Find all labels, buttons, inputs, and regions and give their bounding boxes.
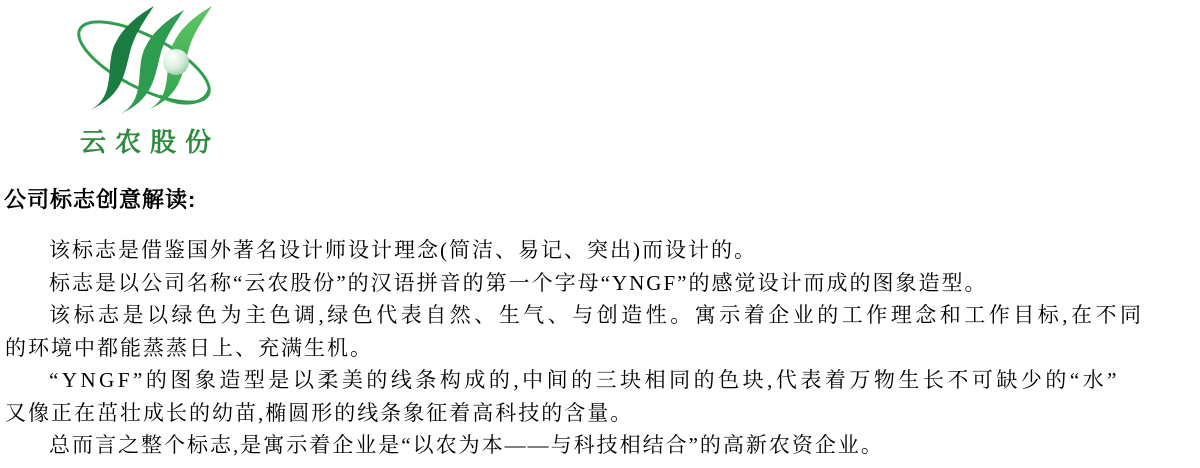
body-text [5, 234, 1200, 462]
body-line: 的环境中都能蒸蒸日上、充满生机。 [5, 335, 373, 360]
body-line: 标志是以公司名称“云农股份”的汉语拼音的第一个字母“YNGF”的感觉设计而成的图象造型。 [49, 270, 988, 295]
company-logo [62, 4, 232, 162]
body-line: 总而言之整个标志,是寓示着企业是“以农为本——与科技相结合”的高新农资企业。 [49, 433, 884, 457]
body-line: 该标志是借鉴国外著名设计师设计理念(简洁、易记、突出)而设计的。 [49, 238, 757, 262]
body-line: 该标志是以绿色为主色调,绿色代表自然、生气、与创造性。寓示着企业的工作理念和工作目标,在不同 [49, 303, 1145, 327]
body-line: 又像正在茁壮成长的幼苗,椭圆形的线条象征着高科技的含量。 [5, 400, 634, 425]
section-heading: 公司标志创意解读: [4, 187, 197, 212]
logo-graphic-icon [62, 4, 217, 116]
logo-company-name: 云农股份 [80, 128, 221, 157]
body-line: “YNGF”的图象造型是以柔美的线条构成的,中间的三块相同的色块,代表着万物生长不可缺少的“水” [49, 368, 1120, 392]
orbit-sphere-icon [163, 49, 189, 75]
